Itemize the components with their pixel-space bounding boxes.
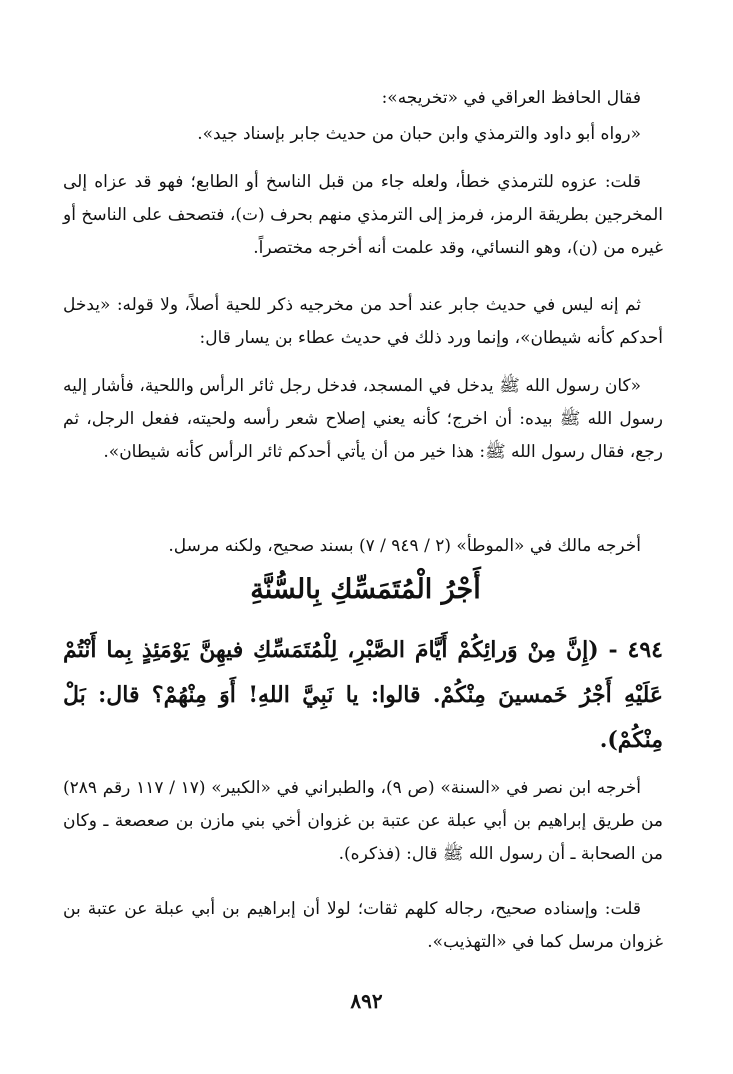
paragraph-iraqi-quote: «رواه أبو داود والترمذي وابن حبان من حديث جابر بإسناد جيد». [197, 124, 641, 144]
paragraph-isnad-grading: قلت: وإسناده صحيح، رجاله كلهم ثقات؛ لولا أن إبراهيم بن أبي عبلة عن عتبة بن غزوان مرسل كما في «التهذيب». [63, 899, 663, 952]
paragraph-takhrij: أخرجه ابن نصر في «السنة» (ص ٩)، والطبراني في «الكبير» (١٧ / ١١٧ رقم ٢٨٩) من طريق إبراهيم بن أبي عبلة عن عتبة بن غزوان أخي بني مازن بن صعصعة ـ وكان من الصحابة ـ أن رسول الله ﷺ قال: (فذكره). [63, 778, 663, 864]
paragraph-iraqi-intro: فقال الحافظ العراقي في «تخريجه»: [381, 88, 641, 108]
page-number: ٨٩٢ [350, 989, 383, 1013]
paragraph-ata-hadith-quote: «كان رسول الله ﷺ يدخل في المسجد، فدخل رجل ثائر الرأس واللحية، فأشار إليه رسول الله ﷺ بيده: أن اخرج؛ كأنه يعني إصلاح شعر رأسه ولحيته، ففعل الرجل، ثم رجع، فقال رسول الله ﷺ: هذا خير من أن يأتي أحدكم ثائر الرأس كأنه شيطان». [63, 376, 663, 462]
paragraph-jabir-hadith-note: ثم إنه ليس في حديث جابر عند أحد من مخرجيه ذكر للحية أصلاً، ولا قوله: «يدخل أحدكم كأنه شيطان»، وإنما ورد ذلك في حديث عطاء بن يسار قال: [63, 295, 663, 348]
section-heading: أَجْرُ الْمُتَمَسِّكِ بِالسُّنَّةِ [250, 574, 481, 605]
hadith-494-text: ٤٩٤ - (إِنَّ مِنْ وَرائِكُمْ أَيَّامَ الصَّبْرِ، لِلْمُتَمَسِّكِ فيهِنَّ يَوْمَئِذٍ بِما أَنْتُمْ عَلَيْهِ أَجْرُ خَمسينَ مِنْكُمْ. قالوا: يا نَبِيَّ اللهِ! أَوَ مِنْهُمْ؟ قال: بَلْ مِنْكُمْ). [63, 637, 663, 753]
paragraph-malik-takhrij: أخرجه مالك في «الموطأ» (٢ / ٩٤٩ / ٧) بسند صحيح، ولكنه مرسل. [168, 536, 641, 556]
paragraph-author-note: قلت: عزوه للترمذي خطأ، ولعله جاء من قبل الناسخ أو الطابع؛ فهو قد عزاه إلى المخرجين بطريقة الرمز، فرمز إلى الترمذي منهم بحرف (ت)، فتصحف على الناسخ أو غيره من (ن)، وهو النسائي، وقد علمت أنه أخرجه مختصراً. [63, 172, 663, 258]
